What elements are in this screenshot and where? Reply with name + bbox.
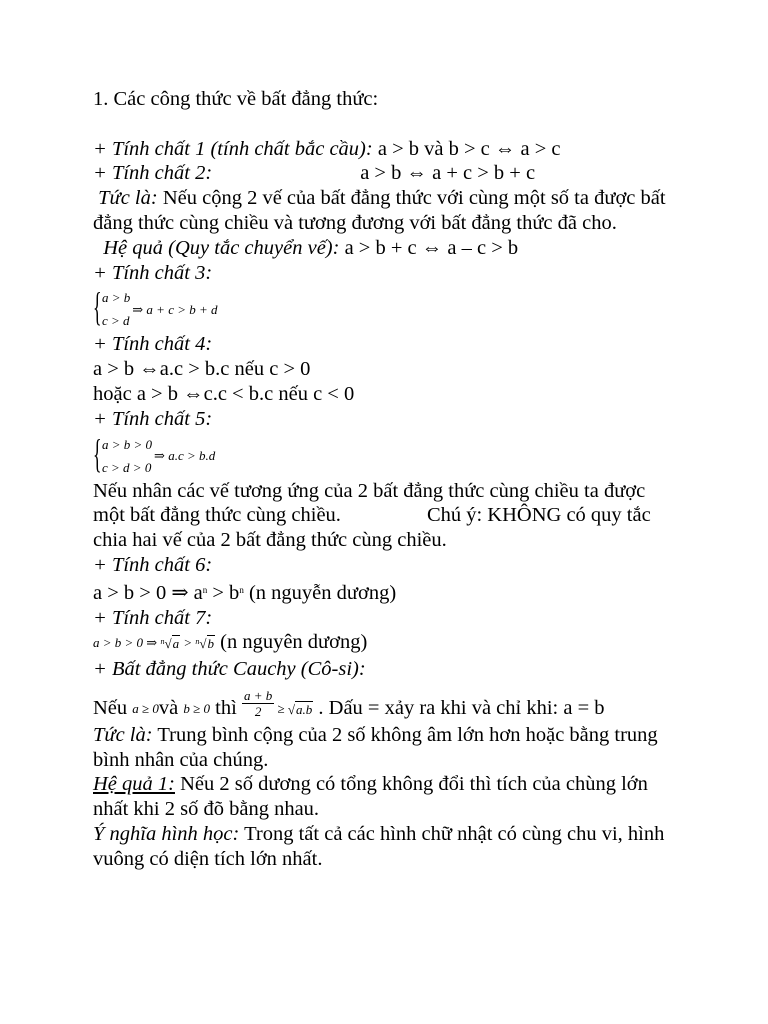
property-1 [93,137,681,162]
property-4-label [93,332,681,357]
radicand: b [207,636,214,652]
system-row-2: c > d [102,313,130,329]
fraction-numerator: a + b [243,687,273,703]
cauchy-explanation-text: Trung bình cộng của 2 số không âm lớn hơn hoặc bằng trung bình nhân của chúng. [93,723,658,771]
property-1-content: a > b và b > c ⇔ a > c [372,137,561,160]
geometric-meaning [93,822,681,872]
property-3-label [93,261,681,286]
cauchy-explanation-label: Tức là: [93,723,153,746]
spacer [93,112,681,137]
property-7-formula [93,630,681,657]
sqrt-ab: √a.b [287,701,313,717]
property-7-gt: > [180,635,196,651]
brace-icon: { [93,284,102,330]
property-4-line-1: a > b ⇔a.c > b.c nếu c > 0 [93,358,311,381]
property-5-explanation-text: Nếu nhân các vế tương ứng của 2 bất đẳng thức cùng chiều ta được một bất đẳng thức cùng chiều. [93,479,646,527]
property-2-explanation [93,186,681,236]
property-3-title: + Tính chất 3: [93,261,213,284]
cauchy-geq: ≥ [274,700,288,716]
corollary-1 [93,772,681,822]
cauchy-condition-b: b ≥ 0 [183,700,211,716]
geometric-meaning-text: Trong tất cả các hình chữ nhật có cùng chu vi, hình vuông có diện tích lớn nhất. [93,822,665,870]
property-5-title: + Tính chất 5: [93,407,213,430]
property-2-content: a > b ⇔ a + c > b + c [360,162,536,185]
geometric-meaning-label: Ý nghĩa hình học: [93,822,240,845]
property-4-line-2: hoặc a > b ⇔c.c < b.c nếu c < 0 [93,382,355,405]
property-2 [93,161,681,186]
brace-icon: { [93,430,102,476]
cauchy-label [93,657,681,682]
cauchy-fraction [242,688,274,719]
system-row-1: a > b > 0 [102,436,153,452]
property-5-label [93,407,681,432]
exponent: n [239,584,244,595]
corollary-1-text: Nếu 2 số dương có tổng không đổi thì tích của chùng lớn nhất khi 2 số đõ bằng nhau. [93,773,648,821]
corollary-1-label: Hệ quả 1: [93,773,175,796]
property-2-explanation-label: Tức là: [98,187,158,210]
system-row-2: c > d > 0 [102,459,152,475]
property-4-title: + Tính chất 4: [93,333,213,356]
section-heading: 1. Các công thức về bất đẳng thức: [93,88,379,110]
nth-root-b: $^n$√b [195,636,214,652]
cauchy-if: Nếu [93,696,133,719]
system-result: ⇒ a.c > b.d [154,448,216,464]
radicand: a.b [296,701,313,717]
property-7-tail: (n nguyên dương) [215,631,368,654]
property-6-title: + Tính chất 6: [93,553,213,576]
property-2-label: + Tính chất 2: [93,162,213,185]
system-row-1: a > b [102,290,131,306]
property-1-label: + Tính chất 1 (tính chất bắc cầu): [93,137,373,160]
property-2-explanation-text: Nếu cộng 2 vế của bất đẳng thức với cùng một số ta được bất đẳng thức cùng chiều và tương đương với bất đẳng thức đã cho. [93,187,666,234]
cauchy-condition-a: a ≥ 0 [132,700,159,716]
property-3-formula [93,286,681,332]
cauchy-explanation [93,723,681,773]
cauchy-tail: . Dấu = xảy ra khi và chỉ khi: a = b [313,696,605,719]
property-5-note: Chú ý: KHÔNG có quy tắc chia hai vế của 2 bất đẳng thức cùng chiều. [93,504,651,552]
radicand: a [172,636,180,652]
cauchy-then: thì [210,696,242,719]
property-5-formula [93,430,681,479]
corollary-label: Hệ quả (Quy tắc chuyển vế): [103,236,340,259]
property-2-corollary [93,236,681,261]
nth-root-a: $^n$√a [160,636,180,652]
property-5-explanation [93,479,681,553]
exponent: n [202,584,208,595]
document-page [93,87,681,872]
property-6-label [93,553,681,578]
cauchy-title: + Bất đẳng thức Cauchy (Cô-si): [93,658,366,681]
cauchy-and: và [158,696,184,719]
system-result: ⇒ a + c > b + d [132,301,218,317]
corollary-content: a > b + c ⇔ a – c > b [339,236,519,259]
root-index: n [195,637,200,647]
property-6-formula [93,578,681,606]
property-6-tail: (n nguyễn dương) [243,581,397,604]
property-6-lhs: a > b > 0 ⇒ a [93,581,203,604]
root-index: n [160,637,165,647]
property-7-lhs: a > b > 0 ⇒ [93,635,161,651]
property-7-title: + Tính chất 7: [93,606,213,629]
cauchy-statement [93,687,681,723]
fraction-denominator: 2 [254,703,262,719]
property-6-mid: > b [207,581,240,604]
property-7-label [93,606,681,631]
